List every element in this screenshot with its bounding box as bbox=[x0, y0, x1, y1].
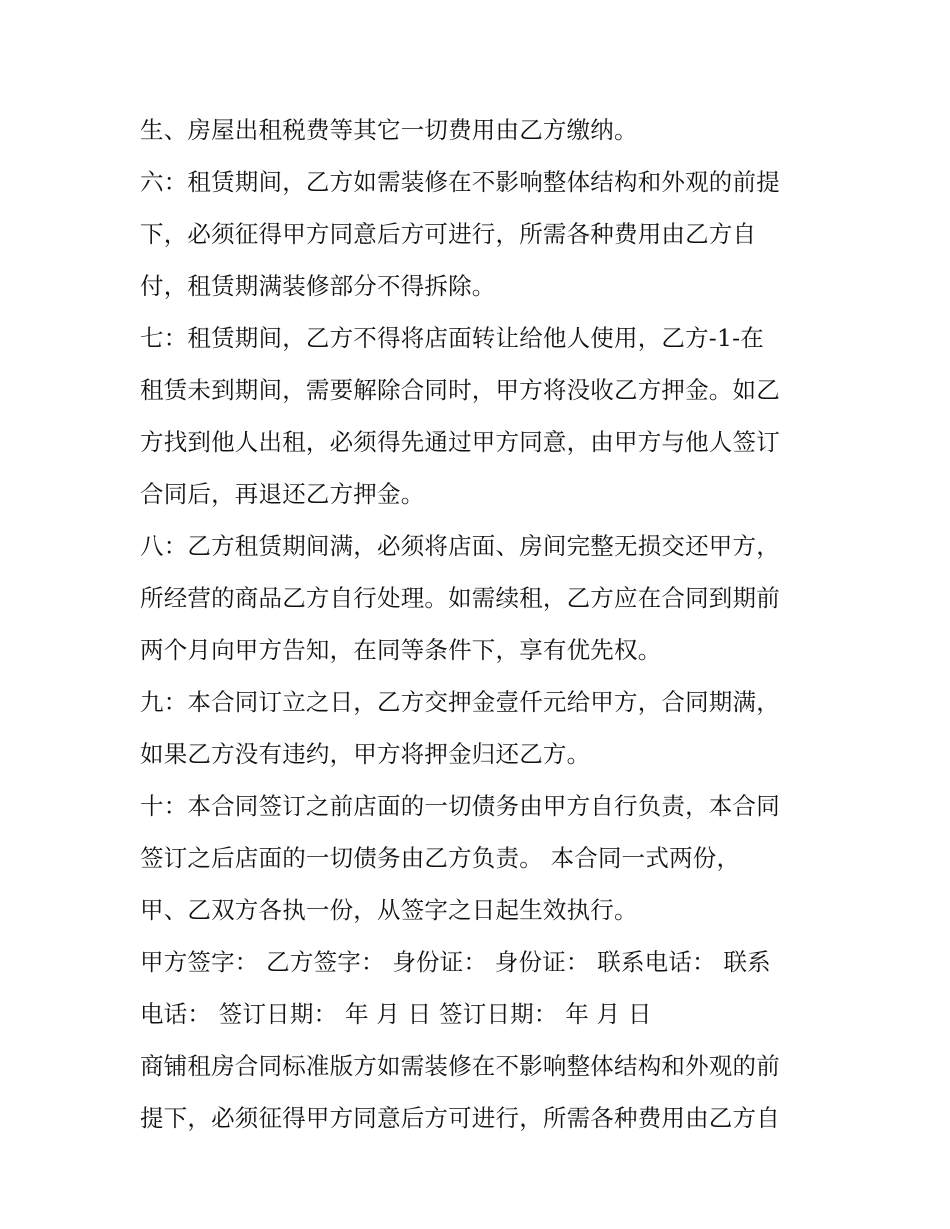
contract-text-body bbox=[140, 104, 820, 1144]
text-line: 十：本合同签订之前店面的一切债务由甲方自行负责，本合同 bbox=[140, 792, 780, 820]
text-line: 方找到他人出租，必须得先通过甲方同意，由甲方与他人签订 bbox=[140, 428, 780, 456]
text-line: 如果乙方没有违约，甲方将押金归还乙方。 bbox=[140, 740, 591, 768]
signature-fields-line: 甲方签字： 乙方签字： 身份证： 身份证： 联系电话： 联系 bbox=[140, 948, 771, 976]
text-line: 两个月向甲方告知，在同等条件下，享有优先权。 bbox=[140, 636, 662, 664]
text-line: 所经营的商品乙方自行处理。如需续租，乙方应在合同到期前 bbox=[140, 584, 780, 612]
text-line: 租赁未到期间，需要解除合同时，甲方将没收乙方押金。如乙 bbox=[140, 376, 780, 404]
text-line: 下，必须征得甲方同意后方可进行，所需各种费用由乙方自 bbox=[140, 220, 757, 248]
text-line: 八：乙方租赁期间满，必须将店面、房间完整无损交还甲方， bbox=[140, 532, 780, 560]
text-line: 商铺租房合同标准版方如需装修在不影响整体结构和外观的前 bbox=[140, 1052, 780, 1080]
text-line: 付，租赁期满装修部分不得拆除。 bbox=[140, 272, 496, 300]
text-line: 甲、乙双方各执一份，从签字之日起生效执行。 bbox=[140, 896, 638, 924]
text-line: 合同后，再退还乙方押金。 bbox=[140, 480, 425, 508]
text-line: 六：租赁期间，乙方如需装修在不影响整体结构和外观的前提 bbox=[140, 168, 780, 196]
text-line: 九：本合同订立之日，乙方交押金壹仟元给甲方，合同期满， bbox=[140, 688, 780, 716]
text-line: 七：租赁期间，乙方不得将店面转让给他人使用，乙方-1-在 bbox=[140, 324, 764, 352]
text-line: 提下，必须征得甲方同意后方可进行，所需各种费用由乙方自 bbox=[140, 1104, 780, 1132]
text-line: 生、房屋出租税费等其它一切费用由乙方缴纳。 bbox=[140, 116, 638, 144]
signature-fields-line: 电话： 签订日期： 年 月 日 签订日期： 年 月 日 bbox=[140, 1000, 652, 1028]
text-line: 签订之后店面的一切债务由乙方负责。 本合同一式两份， bbox=[140, 844, 741, 872]
